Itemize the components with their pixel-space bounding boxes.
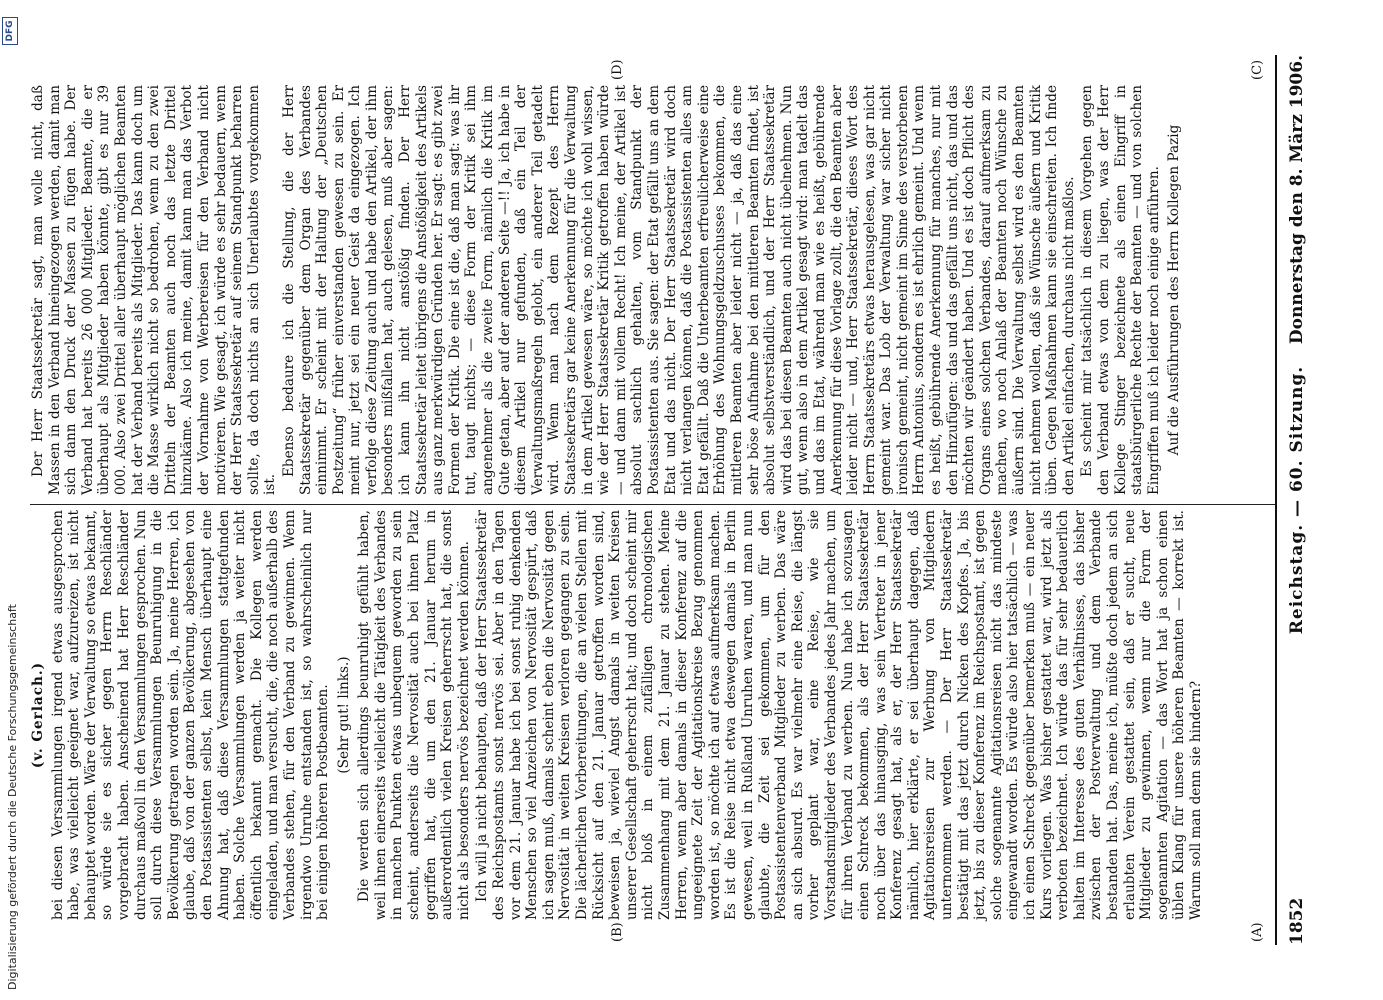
paragraph: Ebenso bedaure ich die Stellung, die der Herr Staatssekretär gegenüber dem Organ des Verbandes einnimmt. Er scheint mit der Haltung der „Deutschen Postzeitung“ früher einverstanden gewesen zu sein. Er meint nur, jetzt sei ein neuer Geist da eingezogen. Ich verfolge diese Zeitung auch und habe den Artikel, der ihm besonders mißfallen hat, auch gelesen, muß aber sagen: ich kann ihn nicht anstößig finden. Der Herr Staatssekretär leitet übrigens die Anstößigkeit des Artikels aus ganz merkwürdigen Gründen her. Er sagt: es gibt zwei Formen der Kritik. Die eine ist die, daß man sagt: was ihr tut, taugt nichts; — diese Form der Kritik sei ihm angenehmer als die zweite Form, nämlich die Kritik im Gute getan, aber auf der anderen Seite —!! Ja, ich habe in diesem Artikel nur gefunden, daß ein Teil der Verwaltungsmaßregeln gelobt, ein anderer Teil getadelt wird. Wenn man nach dem Rezept des Herrn Staatssekretärs gar keine Anerkennung für die Verwaltung in dem Artikel gewesen wäre, so möchte ich wohl wissen, wie der Herr Staatssekretär Kritik getroffen haben würde — und dann mit vollem Recht! Ich meine, der Artikel ist absolut sachlich gehalten, vom Standpunkt der Postassistenten aus. Sie sagen: der Etat gefällt uns an dem Etat und das nicht. Der Herr Staatssekretär wird doch nicht verlangen können, daß die Postassistenten alles am Etat gefällt. Daß die Unterbeamten erfreulicherweise eine Erhöhung des Wohnungsgeldzuschusses bekommen, die mittleren Beamten aber leider nicht — ja, daß das eine sehr böse Aufnahme bei den mittleren Beamten findet, ist absolut selbstverständlich, und der Herr Staatssekretär wird das bei diesen Beamten auch nicht übelnehmen. Nun gut, wenn also in dem Artikel gesagt wird: man tadelt das und das im Etat, während man wie es heißt, gebührende Anerkennung für diese Vorlage zollt, die den Beamten aber leider nicht — und, Herr Staatssekretär, dieses Wort des Herrn Staatssekretärs etwas herausgelesen, was gar nicht gemeint war. Das Lob der Verwaltung war sicher nicht ironisch gemeint, nicht gemeint im Sinne des verstorbenen Herrn Antonius, sondern es ist ehrlich gemeint. Und wenn es heißt, gebührende Anerkennung für manches, nur mit den Hinzufügen: das und das gefällt uns nicht, das und das möchten wir geändert haben. Und es ist doch Pflicht des Organs eines solchen Verbandes, darauf aufmerksam zu machen, wo noch Anlaß der Beamten noch Wünsche zu äußern sind. Die Verwaltung selbst wird es den Beamten nicht nehmen wollen, daß sie Wünsche äußern und Kritik üben. Gegen Maßnahmen kann sie einschreiten. Ich finde den Artikel einfachen, durchaus nicht maßlos. xyxy=(280,85,1077,495)
right-column xyxy=(30,85,1275,495)
paragraph: Ich will ja nicht behaupten, daß der Herr Staatssekretär des Reichspostamts sonst nervös sei. Aber in den Tagen vor dem 21. Januar habe ich bei sonst ruhig denkenden Menschen so viel Anzeichen von Nervosität gespürt, daß ich sagen muß, damals scheint eben die Nervosität gegen Nervosität in weiten Kreisen verloren gegangen zu sein. Die lächerlichen Vorbereitungen, die an vielen Stellen mit Rücksicht auf den 21. Januar getroffen worden sind, beweisen ja, wieviel Angst damals in weiten Kreisen unserer Gesellschaft geherrscht hat; und doch scheint mir nicht bloß in einem zufälligen chronologischen Zusammenhang mit dem 21. Januar zu stehen. Meine Herren, wenn aber damals in dieser Konferenz auf die ungeeignete Zeit der Agitationskreise Bezug genommen worden ist, so möchte ich auf etwas aufmerksam machen. Es ist die Reise nicht etwa deswegen damals in Berlin gewesen, weil in Rußland Unruhen waren, und man nun glaubte, die Zeit sei gekommen, um für den Postassistentenverband Mitglieder zu werben. Das wäre an sich absurd. Es war vielmehr eine Reise, die längst vorher geplant war, eine Reise, wie sie Vorstandsmitglieder des Verbandes jedes Jahr machen, um für ihren Verband zu werben. Nun habe ich sozusagen einen Schreck bekommen, als der Herr Staatssekretär noch über das hinausging, was sein Vertreter in jener Konferenz gesagt hat, als er, der Herr Staatssekretär nämlich, hier erklärte, er sei überhaupt dagegen, daß Agitationsreisen zur Werbung von Mitgliedern unternommen werden. — Der Herr Staatssekretär bestätigt mit das jetzt durch Nicken des Kopfes. Ja, bis jetzt, bis zu dieser Konferenz im Reichspostamt, ist gegen solche sogenannte Agitationsreisen nicht das mindeste eingewandt worden. Es würde also hier tatsächlich — was ich einen Schreck gegenüber bemerken muß — ein neuer Kurs vorliegen. Was bisher gestattet war, wird jetzt als verboten bezeichnet. Ich würde das für sehr bedauerlich halten im Interesse des guten Verhältnisses, das bisher zwischen der Postverwaltung und dem Verbande bestanden hat. Das, meine ich, müßte doch jedem an sich erlaubten Verein gestattet sein, daß er sucht, neue Mitglieder zu gewinnen, wenn nur die Form der sogenannten Agitation — das Wort hat ja schon einen üblen Klang für unsere höheren Beamten — korrekt ist. Warum soll man denn sie hindern? xyxy=(474,510,1204,920)
margin-marker-c: (C) xyxy=(1250,59,1265,80)
paragraph: bei diesen Versammlungen irgend etwas ausgesprochen habe, was vielleicht geeignet war, aufzureizen, ist nicht behauptet worden. Wäre der Verwaltung so etwas bekannt, so würde sie es sicher gegen Herrn Reschländer vorgebracht haben. Anscheinend hat Herr Reschländer durchaus maßvoll in den Versammlungen gesprochen. Nun soll durch diese Versammlungen Beunruhigung in die Bevölkerung getragen worden sein. Ja, meine Herren, ich glaube, daß von der ganzen Bevölkerung, abgesehen von den Postassistenten selbst, kein Mensch überhaupt eine Ahnung hat, daß diese Versammlungen stattgefunden haben. Solche Versammlungen werden ja weiter nicht öffentlich bekannt gemacht. Die Kollegen werden eingeladen, und man versucht, die, die noch außerhalb des Verbandes stehen, für den Verband zu gewinnen. Wenn irgendwo Unruhe entstanden ist, so wahrscheinlich nur bei einigen höheren Postbeamten. xyxy=(49,510,332,920)
margin-marker-b: (B) xyxy=(610,922,625,942)
column-divider xyxy=(30,504,1275,505)
speaker-name: (v. Gerlach.) xyxy=(30,661,46,769)
paragraph: Es scheint mir tatsächlich in diesem Vorgehen gegen den Verband etwas von dem zu liegen, was der Herr Kollege Stinger bezeichnete als einen Eingriff in staatsbürgerliche Rechte der Beamten — und von solchen Eingriffen muß ich leider noch einige anführen. xyxy=(1079,85,1162,495)
paragraph: Die werden sich allerdings beunruhigt gefühlt haben, weil ihnen einerseits vielleicht die Tätigkeit des Verbandes in manchen Punkten etwas unbequem geworden zu sein scheint, anderseits die Nervosität auch bei ihnen Platz gegriffen hat, die um den 21. Januar herum in außerordentlich vielen Kreisen geherrscht hat, die sonst nicht als besonders nervös bezeichnet werden können. xyxy=(356,510,472,920)
page-number: 1852 xyxy=(1287,897,1307,945)
applause-note: (Sehr gut! links.) xyxy=(335,656,352,774)
session-date: Donnerstag den 8. März 1906. xyxy=(1287,55,1307,345)
digitization-credit: Digitalisierung gefördert durch die Deutsche Forschungsgemeinschaft xyxy=(6,604,19,990)
page-header xyxy=(1283,55,1313,945)
left-column xyxy=(30,510,1275,920)
dfg-logo-icon: DFG xyxy=(2,17,18,45)
paragraph: Auf die Ausführungen des Herrn Kollegen Pazig xyxy=(1166,124,1183,456)
margin-marker-d: (D) xyxy=(610,59,625,80)
header-rule xyxy=(1275,55,1277,945)
margin-marker-a: (A) xyxy=(1250,922,1265,942)
paragraph: Der Herr Staatssekretär sagt, man wolle nicht, daß Massen in den Verband hineingezogen werden, damit man sich dann den Druck der Massen zu fügen habe. Der Verband hat bereits 26 000 Mitglieder. Beamte, die er überhaupt als Mitglieder haben könnte, gibt es nur 39 000. Also zwei Drittel aller überhaupt möglichen Beamten hat der Verband bereits als Mitglieder. Das kann doch um die Masse wirklich nicht so bedrohen, wenn zu den zwei Dritteln der Beamten auch noch das letzte Drittel hinzukäme. Also ich meine, damit kann man das Verbot der Vornahme von Werbereisen für den Verband nicht motivieren. Wie gesagt, ich würde es sehr bedauern, wenn der Herr Staatssekretär auf seinem Standpunkt beharren sollte, da doch nichts an sich Unerlaubtes vorgekommen ist. xyxy=(30,85,279,495)
page-title: Reichstag. — 60. Sitzung. xyxy=(1287,365,1307,635)
